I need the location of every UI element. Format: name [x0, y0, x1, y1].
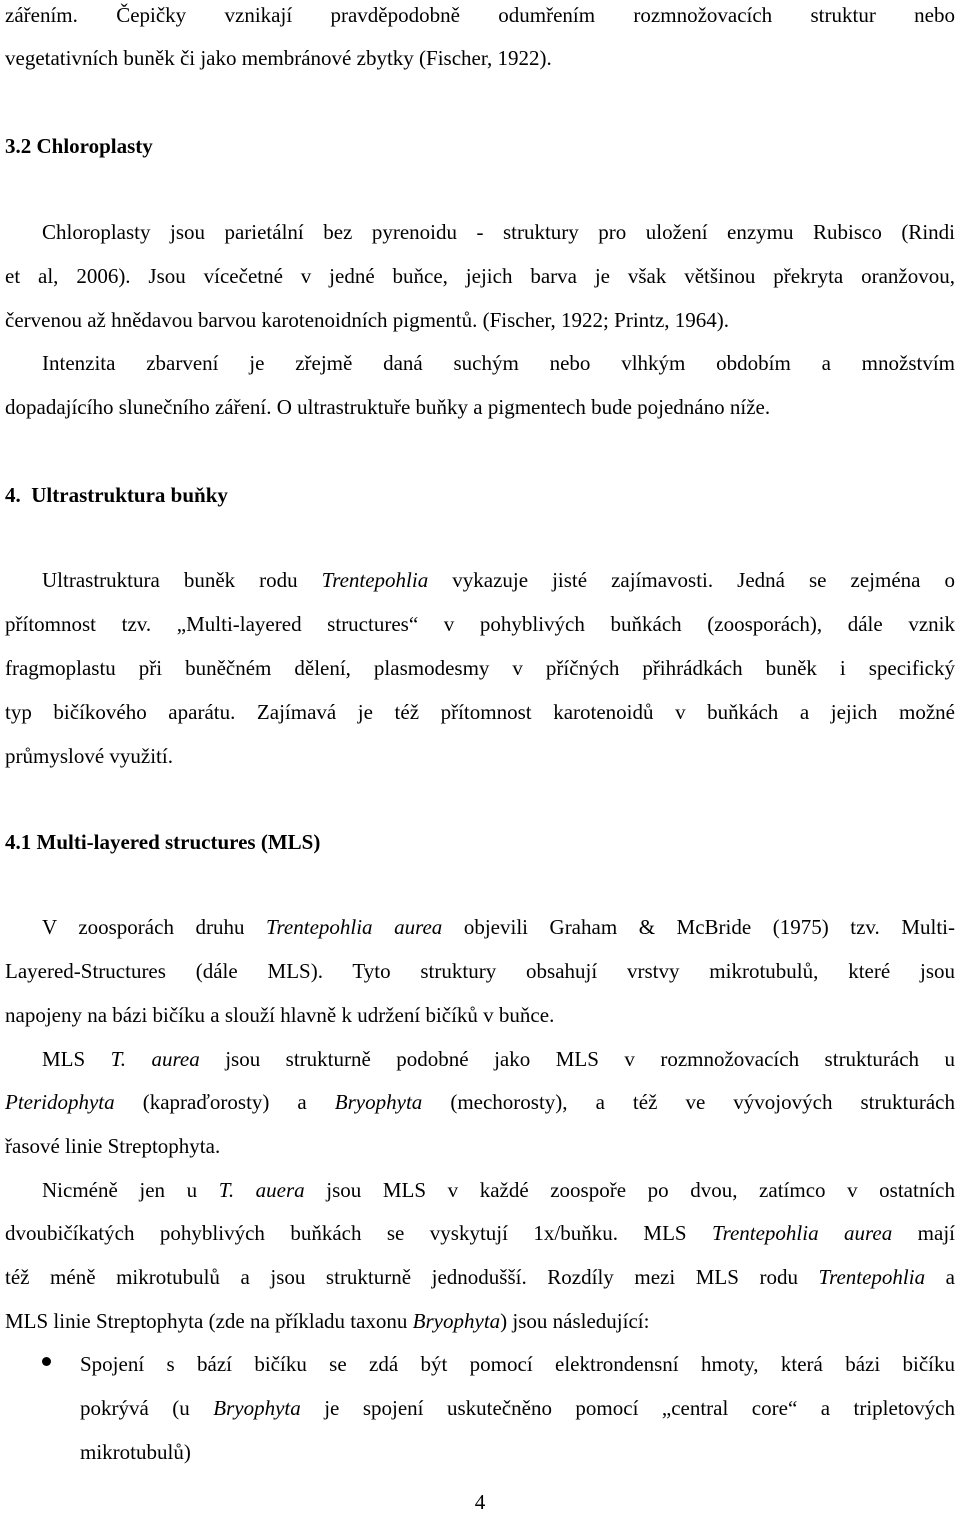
paragraph-line: MLS linie Streptophyta (zde na příkladu taxonu Bryophyta) jsou následující: — [5, 1309, 650, 1333]
taxon-name: T. auera — [218, 1178, 305, 1202]
paragraph-line: MLS T. aurea jsou strukturně podobné jako MLS v rozmnožovacích strukturách u — [42, 1047, 955, 1071]
paragraph-line: napojeny na bázi bičíku a slouží hlavně k udržení bičíků v buňce. — [5, 1003, 555, 1027]
paragraph-line: Layered-Structures (dále MLS). Tyto struktury obsahují vrstvy mikrotubulů, které jsou — [5, 959, 955, 983]
paragraph-line: Chloroplasty jsou parietální bez pyrenoidu - struktury pro uložení enzymu Rubisco (Rindi — [42, 220, 955, 244]
taxon-name: Bryophyta — [213, 1396, 301, 1420]
paragraph-line: vegetativních buněk či jako membránové zbytky (Fischer, 1922). — [5, 46, 552, 70]
paragraph-line: fragmoplastu při buněčném dělení, plasmodesmy v příčných přihrádkách buněk i specifický — [5, 656, 955, 680]
paragraph-line: Nicméně jen u T. auera jsou MLS v každé zoospoře po dvou, zatímco v ostatních — [42, 1178, 955, 1202]
taxon-name: Trentepohlia — [818, 1265, 926, 1289]
taxon-name: Trentepohlia aurea — [712, 1221, 893, 1245]
paragraph-line: červenou až hnědavou barvou karotenoidních pigmentů. (Fischer, 1922; Printz, 1964). — [5, 308, 730, 332]
paragraph-line: též méně mikrotubulů a jsou strukturně jednodušší. Rozdíly mezi MLS rodu Trentepohlia a — [5, 1265, 955, 1289]
paragraph-line: zářením. Čepičky vznikají pravděpodobně odumřením rozmnožovacích struktur nebo — [5, 3, 955, 27]
page-number: 4 — [474, 1490, 486, 1514]
paragraph-line: typ bičíkového aparátu. Zajímavá je též přítomnost karotenoidů v buňkách a jejich možné — [5, 700, 955, 724]
section-heading-4: 4. Ultrastruktura buňky — [5, 483, 228, 507]
list-item-line: Spojení s bází bičíku se zdá být pomocí elektrondensní hmoty, která bázi bičíku — [80, 1352, 955, 1376]
taxon-name: Pteridophyta — [5, 1090, 115, 1114]
paragraph-line: dvoubičíkatých pohyblivých buňkách se vyskytují 1x/buňku. MLS Trentepohlia aurea mají — [5, 1221, 956, 1245]
section-heading-4-1: 4.1 Multi-layered structures (MLS) — [5, 830, 321, 854]
paragraph-line: Intenzita zbarvení je zřejmě daná suchým nebo vlhkým obdobím a množstvím — [42, 351, 955, 375]
bullet-icon — [42, 1357, 51, 1366]
paragraph-line: Ultrastruktura buněk rodu Trentepohlia vykazuje jisté zajímavosti. Jedná se zejména o — [42, 568, 955, 592]
taxon-name: T. aurea — [110, 1047, 200, 1071]
list-item-line: mikrotubulů) — [80, 1440, 191, 1464]
taxon-name: Trentepohlia aurea — [266, 915, 443, 939]
taxon-name: Bryophyta — [412, 1309, 501, 1333]
paragraph-line: průmyslové využití. — [5, 744, 173, 768]
section-heading-3-2: 3.2 Chloroplasty — [5, 134, 153, 158]
paragraph-line: dopadajícího slunečního záření. O ultrastruktuře buňky a pigmentech bude pojednáno níže. — [5, 395, 771, 419]
list-item-line: pokrývá (u Bryophyta je spojení uskutečněno pomocí „central core“ a tripletových — [80, 1396, 955, 1420]
paragraph-line: řasové linie Streptophyta. — [5, 1134, 221, 1158]
taxon-name: Trentepohlia — [321, 568, 429, 592]
taxon-name: Bryophyta — [334, 1090, 423, 1114]
paragraph-line: přítomnost tzv. „Multi-layered structures“ v pohyblivých buňkách (zoosporách), dále vznik — [5, 612, 955, 636]
paragraph-line: V zoosporách druhu Trentepohlia aurea objevili Graham & McBride (1975) tzv. Multi- — [42, 915, 955, 939]
paragraph-line: Pteridophyta (kapraďorosty) a Bryophyta (mechorosty), a též ve vývojových strukturách — [5, 1090, 955, 1114]
paragraph-line: et al, 2006). Jsou vícečetné v jedné buňce, jejich barva je však většinou překryta oranžovou, — [5, 264, 955, 288]
